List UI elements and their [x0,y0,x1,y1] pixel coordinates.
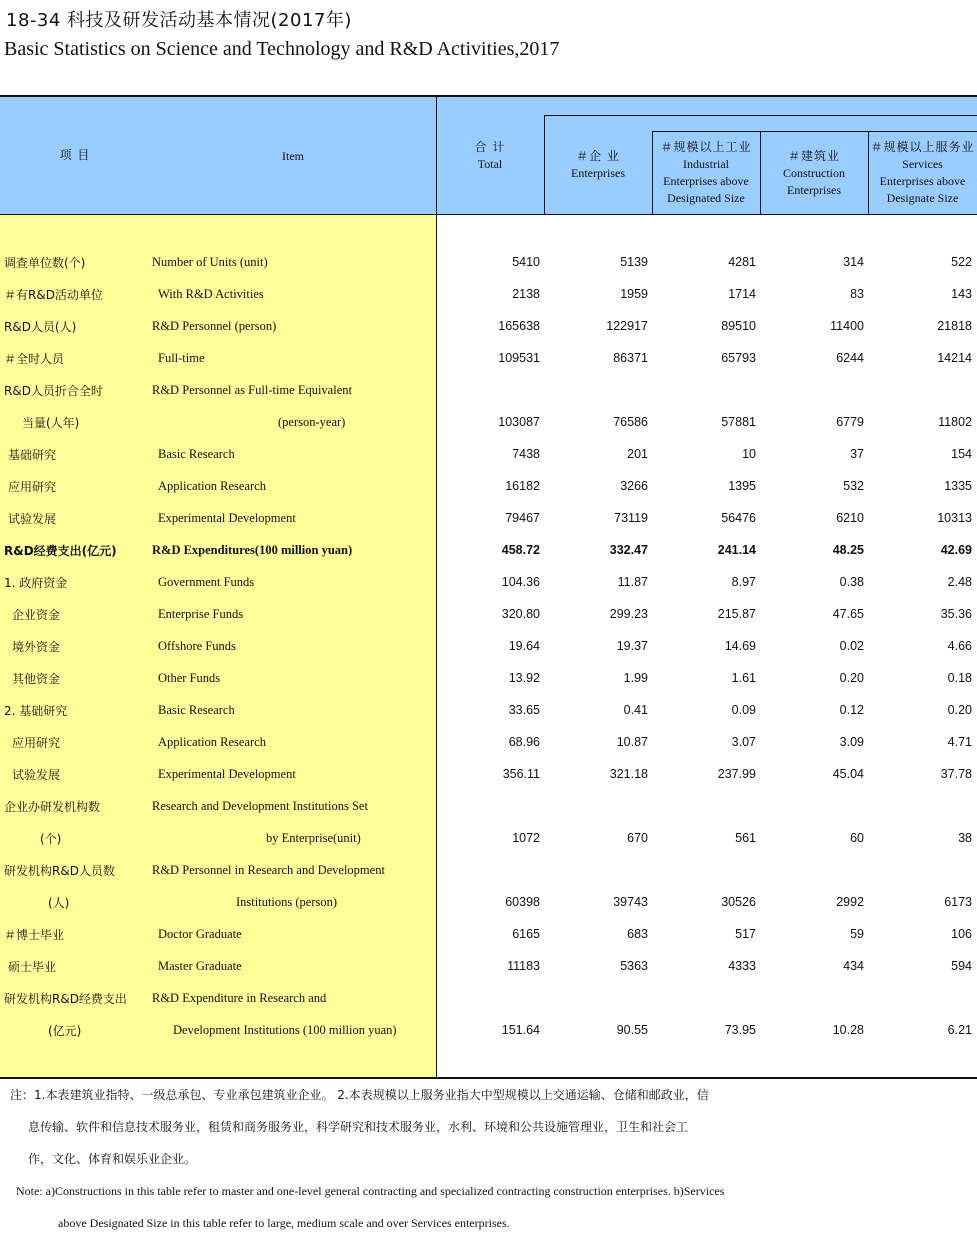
row-label-en: R&D Expenditures(100 million yuan) [152,543,353,557]
row-value: 1.61 [731,671,756,685]
row-value: 594 [951,959,972,973]
row-value: 76586 [613,415,648,429]
row-label-en: Basic Research [158,447,235,461]
note-en-line-1: Note: a)Constructions in this table refer to master and one-level general contracting and specialized contracting construction enterprises. b)Services [16,1184,725,1198]
row-value: 1959 [620,287,648,301]
row-value: 11183 [507,959,540,973]
row-value: 3266 [620,479,648,493]
row-value: 1714 [728,287,756,301]
row-value: 106 [951,927,972,941]
row-value: 60 [850,831,864,845]
row-label-cn: (人) [48,896,70,910]
row-value: 517 [735,927,756,941]
row-label-cn: 应用研究 [8,480,57,494]
row-value: 56476 [721,511,756,525]
row-value: 151.64 [501,1023,540,1037]
row-value: 2138 [512,287,540,301]
row-label-cn: 硕士毕业 [8,960,57,974]
row-value: 57881 [721,415,756,429]
row-value: 59 [850,927,864,941]
row-value: 19.64 [508,639,540,653]
row-label-cn: 2. 基础研究 [4,704,68,718]
row-value: 6779 [836,415,864,429]
header-total-en: Total [477,157,503,171]
row-value: 42.69 [940,543,972,557]
row-value: 60398 [505,895,540,909]
note-cn-line-1: 注：1.本表建筑业指特、一级总承包、专业承包建筑业企业。 2.本表规模以上服务业指大中型规模以上交通运输、仓储和邮政业，信 [10,1088,709,1102]
row-value: 6165 [512,927,540,941]
table-row [0,470,977,502]
header-divider [652,131,977,132]
row-value: 10.87 [616,735,648,749]
table-row [0,246,977,278]
row-value: 14214 [937,351,972,365]
table-bottom-rule [0,1077,977,1079]
row-label-cn: 境外资金 [12,640,61,654]
row-value: 321.18 [609,767,648,781]
row-label-en: Number of Units (unit) [152,255,268,269]
row-value: 89510 [721,319,756,333]
row-value: 14.69 [724,639,756,653]
row-value: 299.23 [609,607,648,621]
row-value: 0.20 [947,703,972,717]
row-label-cn: 调查单位数(个) [4,256,86,270]
row-value: 237.99 [717,767,756,781]
row-value: 1395 [728,479,756,493]
row-value: 201 [627,447,648,461]
row-value: 0.20 [839,671,864,685]
row-value: 241.14 [717,543,756,557]
page-title-cn: 18-34 科技及研发活动基本情况(2017年) [6,10,352,31]
table-row [0,598,977,630]
table-row [0,918,977,950]
row-label-en: With R&D Activities [158,287,264,301]
table-row [0,758,977,790]
table-row [0,374,977,406]
row-value: 16182 [505,479,540,493]
header-item-en: Item [282,149,304,163]
header-enterprises-cn: ＃企 业 [576,149,620,163]
table-row [0,726,977,758]
row-value: 73119 [614,511,648,525]
row-value: 670 [627,831,648,845]
row-value: 683 [627,927,648,941]
row-value: 47.65 [832,607,864,621]
row-label-en: Application Research [158,735,266,749]
row-value: 103087 [498,415,540,429]
header-enterprises [544,148,652,182]
row-value: 4281 [728,255,756,269]
row-label-cn: 研发机构R&D经费支出 [4,992,127,1006]
row-label-cn: R&D经费支出(亿元) [4,544,117,558]
header-industrial-en1: Industrial [683,157,729,171]
row-label-cn: ＃有R&D活动单位 [4,288,103,302]
table-row [0,438,977,470]
row-value: 33.65 [508,703,540,717]
row-value: 532 [843,479,864,493]
row-value: 65793 [721,351,756,365]
row-label-cn: (亿元) [48,1024,82,1038]
row-value: 458.72 [501,543,540,557]
row-value: 165638 [498,319,540,333]
row-label-cn: 企业办研发机构数 [4,800,101,814]
row-label-en: Institutions (person) [236,895,338,909]
row-value: 30526 [721,895,756,909]
row-value: 3.09 [839,735,864,749]
row-value: 0.12 [839,703,864,717]
row-value: 314 [843,255,864,269]
row-label-en: Government Funds [158,575,255,589]
row-value: 86371 [613,351,648,365]
table-row [0,342,977,374]
header-item-cn-text: 项 目 [59,148,91,162]
row-value: 19.37 [616,639,648,653]
row-value: 5410 [512,255,540,269]
table-row [0,1014,977,1046]
row-value: 4.71 [947,735,972,749]
row-label-en: Experimental Development [158,511,296,525]
header-total [436,139,544,173]
row-value: 6.21 [947,1023,972,1037]
table-row [0,790,977,822]
header-services-en2: Enterprises above [879,174,966,188]
row-value: 21818 [937,319,972,333]
row-value: 83 [850,287,864,301]
row-value: 73.95 [724,1023,756,1037]
table-row [0,566,977,598]
header-enterprises-en: Enterprises [571,166,625,180]
row-label-cn: 当量(人年) [22,416,80,430]
row-value: 79467 [505,511,540,525]
row-value: 109531 [498,351,540,365]
header-item-cn [0,147,150,164]
table-row [0,854,977,886]
statistics-table [0,95,977,1078]
header-construction [760,148,868,199]
row-value: 37.78 [940,767,972,781]
table-row [0,278,977,310]
header-industrial-en3: Designated Size [667,191,745,205]
row-label-en: Enterprise Funds [158,607,244,621]
row-value: 320.80 [501,607,540,621]
header-construction-en1: Construction [783,166,845,180]
row-label-en: by Enterprise(unit) [266,831,361,845]
row-value: 10.28 [832,1023,864,1037]
row-value: 1072 [512,831,540,845]
row-value: 2.48 [947,575,972,589]
row-label-cn: 1. 政府资金 [4,576,68,590]
table-row [0,694,977,726]
row-label-cn: 研发机构R&D人员数 [4,864,115,878]
row-label-en: Master Graduate [158,959,242,973]
header-industrial-cn: ＃规模以上工业 [660,140,752,154]
row-value: 5363 [620,959,648,973]
row-label-en: (person-year) [278,415,346,429]
row-label-en: Development Institutions (100 million yuan) [173,1023,397,1037]
row-value: 90.55 [616,1023,648,1037]
header-services-cn: ＃规模以上服务业 [870,140,975,154]
header-total-cn: 合 计 [474,140,506,154]
table-row [0,950,977,982]
row-value: 0.38 [839,575,864,589]
table-header [0,95,977,215]
row-label-en: Research and Development Institutions Set [152,799,368,813]
row-label-en: Full-time [158,351,205,365]
row-value: 37 [850,447,864,461]
row-value: 215.87 [717,607,756,621]
row-label-en: R&D Personnel in Research and Development [152,863,385,877]
header-construction-cn: ＃建筑业 [787,149,840,163]
row-value: 522 [951,255,972,269]
row-value: 561 [735,831,756,845]
header-divider [544,115,977,116]
row-value: 4333 [728,959,756,973]
row-value: 35.36 [940,607,972,621]
note-en-line-2: above Designated Size in this table refer to large, medium scale and over Services enterprises. [58,1216,510,1230]
row-value: 122917 [606,319,648,333]
row-label-cn: 试验发展 [12,768,61,782]
table-row [0,502,977,534]
row-value: 11802 [938,415,972,429]
row-value: 104.36 [501,575,540,589]
row-label-cn: ＃全时人员 [4,352,65,366]
row-label-cn: 应用研究 [12,736,61,750]
table-row [0,310,977,342]
table-row [0,982,977,1014]
row-label-cn: R&D人员(人) [4,320,77,334]
header-industrial-en2: Enterprises above [663,174,749,188]
row-value: 0.02 [839,639,864,653]
row-value: 0.09 [731,703,756,717]
row-label-cn: ＃博士毕业 [4,928,65,942]
row-value: 0.18 [947,671,972,685]
header-construction-en2: Enterprises [787,183,841,197]
row-value: 6244 [836,351,864,365]
row-label-cn: 其他资金 [12,672,61,686]
table-row [0,630,977,662]
row-value: 10313 [937,511,972,525]
row-label-cn: 试验发展 [8,512,57,526]
row-value: 7438 [512,447,540,461]
row-value: 39743 [613,895,648,909]
row-label-en: Experimental Development [158,767,296,781]
header-services-en1: Services [902,157,943,171]
row-label-en: Other Funds [158,671,221,685]
row-value: 154 [951,447,972,461]
row-value: 1335 [944,479,972,493]
row-value: 6173 [944,895,972,909]
row-label-en: R&D Personnel as Full-time Equivalent [152,383,352,397]
row-value: 1.99 [623,671,648,685]
note-cn-line-3: 作，文化、体育和娱乐业企业。 [28,1152,197,1166]
row-value: 143 [951,287,972,301]
row-label-en: Application Research [158,479,266,493]
header-services-en3: Designate Size [886,191,959,205]
row-label-cn: R&D人员折合全时 [4,384,103,398]
row-value: 6210 [836,511,864,525]
row-value: 434 [843,959,864,973]
note-cn-line-2: 息传输、软件和信息技术服务业，租赁和商务服务业，科学研究和技术服务业，水利、环境和公共设施管理业，卫生和社会工 [28,1120,689,1134]
row-value: 4.66 [947,639,972,653]
row-label-en: R&D Expenditure in Research and [152,991,327,1005]
row-value: 48.25 [832,543,864,557]
row-value: 45.04 [832,767,864,781]
row-value: 10 [742,447,756,461]
row-value: 5139 [620,255,648,269]
table-row [0,886,977,918]
row-value: 68.96 [508,735,540,749]
row-value: 0.41 [623,703,648,717]
header-industrial [652,139,760,207]
table-row [0,662,977,694]
header-services [868,139,977,207]
row-value: 356.11 [502,767,540,781]
table-row [0,534,977,566]
page-title-en: Basic Statistics on Science and Technology and R&D Activities,2017 [4,38,560,60]
row-label-en: Offshore Funds [158,639,236,653]
row-value: 13.92 [508,671,540,685]
row-label-cn: 企业资金 [12,608,61,622]
row-value: 3.07 [731,735,756,749]
row-value: 2992 [836,895,864,909]
table-row [0,822,977,854]
row-value: 11400 [830,319,864,333]
row-value: 332.47 [609,543,648,557]
row-label-en: Basic Research [158,703,235,717]
row-value: 8.97 [731,575,756,589]
row-label-cn: 基础研究 [8,448,57,462]
row-label-cn: (个) [40,832,62,846]
row-value: 11.87 [617,575,648,589]
table-row [0,406,977,438]
row-label-en: Doctor Graduate [158,927,242,941]
row-value: 38 [958,831,972,845]
row-label-en: R&D Personnel (person) [152,319,277,333]
